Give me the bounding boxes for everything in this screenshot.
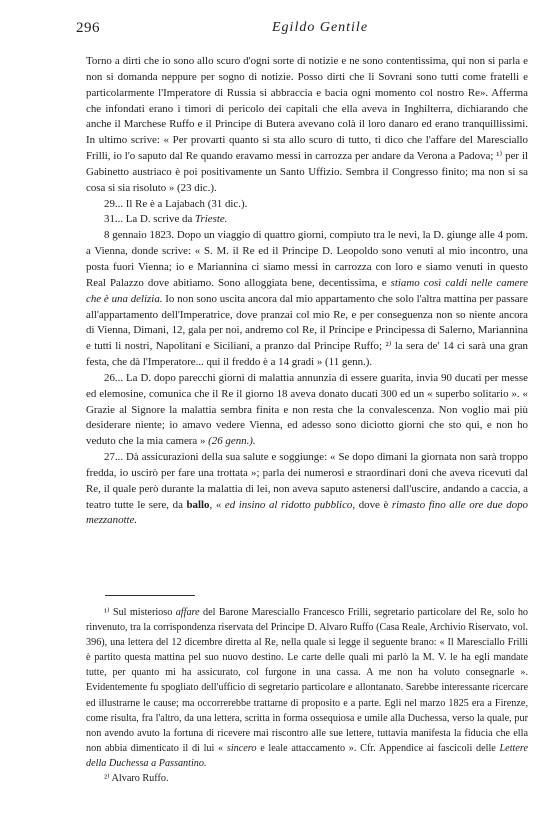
italic-run: rimasto fino alle ore due dopo mezzanotte. xyxy=(86,498,529,527)
text-run: 27... Dà assicurazioni della sua salute e soggiunge: « Se dopo dimani la giornata non sarà troppo fredda, io uscirò per fare una trottata »; parla dei numerosi e straordinari doni che aveva ricevuti dal Re, il quale però durante la malattia di lei, non aveva saputo astenersi dall'uscire, andando a caccia, a teatro tutte le sere, da xyxy=(86,451,528,511)
italic-run: affare xyxy=(175,607,200,618)
paragraph xyxy=(86,228,528,371)
paragraph: 29... Il Re è a Lajabach (31 dic.). xyxy=(104,197,248,210)
italic-run: Lettere della Duchessa a Passantino. xyxy=(86,742,528,769)
text-run: , dove è xyxy=(352,498,392,511)
body-text xyxy=(86,54,528,529)
paragraph: Torno a dirti che io sono allo scuro d'ogni sorte di notizie e ne sono contentissima, qui non si parla e non si domanda neppure per sogno di notizie. Posso dirti che li Sovrani sono tutti come fratelli e particolarmente l'Imperatore di Russia si abbraccia e bacia ogni momento col nostro Re». Afferma che infondati erano i timori di pericolo dei capitali che ella aveva in Inghilterra, dichiarando che anche il Marchese Ruffo e il Principe di Butera avevano colà il loro danaro ed erano tranquillissimi. In ultimo scrive: « Per provarti quanto si sta allo scuro di tutto, ti dico che l'affare del Maresciallo Frilli, io l'o saputo dal Re quando eravamo messi in carrozza per andare da Verona a Padova; ¹⁾ per il Gabinetto austriaco è poi positivamente un Santo Uffizio. Sembra il Congresso finito; ma non si sa cosa si sia risoluto » (23 dic.). xyxy=(86,55,528,194)
footnotes xyxy=(86,605,528,786)
text-run: Io non sono uscita ancora dal mio appartamento che solo l'altra mattina per passare all'appartamento dell'Imperatrice, dove pranzai col mio Re, e per conseguenza non so niente ancora di Vienna, Dimani, 12, gala per noi, andremo col Re, il Principe e Principessa di Salerno, Mariannina e tutti li nostri, Napolitani e Siciliani, a pranzo dal Principe Ruffo; ²⁾ la sera de' 14 ci sarà una gran festa, che dà l'Imperatore... qui il freddo è a 14 gradi » (11 genn.). xyxy=(86,292,528,369)
bold-run: ballo xyxy=(186,498,210,511)
footnote-rule xyxy=(105,595,195,596)
running-head: Egildo Gentile xyxy=(272,20,369,35)
date-citation: (26 genn.). xyxy=(208,435,256,448)
footnote-1 xyxy=(86,605,528,771)
text-run: 8 gennaio 1823. Dopo un viaggio di quattro giorni, compiuto tra le nevi, la D. giunge alle 4 pom. a Vienna, donde scrive: « S. M. il Re ed il Principe D. Leopoldo sono venuti al mio incontro, una posta fuori Vienna; io e Mariannina ci siamo messi in carrozza con loro e siamo venuti in questo Real Palazzo dove abitiamo. Sono alloggiata bene, decentissima, e xyxy=(86,229,528,289)
text-run: 26... La D. dopo parecchi giorni di malattia annunzia di essere guarita, invia 90 ducati per messe ed elemosine, comunica che il Re il giorno 18 aveva donato ducati 300 ed un « superbo solitario ». « Grazie al Signore la malattia sembra finita e non resta che la convalescenza. Non voglio mai più desiderare niente; io amavo vedere Vienna, ed adesso sono diciotto giorni che sto qui, e non ho veduto che la mia camera » xyxy=(86,371,528,448)
page-header xyxy=(76,20,528,42)
place-name: Trieste. xyxy=(195,213,228,226)
paragraph xyxy=(86,212,528,228)
text-run: del Barone Maresciallo Francesco Frilli, segretario particolare del Re, solo ho rinvenuto, tra la corrispondenza riservata del Principe D. Alvaro Ruffo (Casa Reale, Archivio Riservato, vol. 396), una lettera del 12 dicembre diretta al Re, nella quale si legge il seguente brano: « Il Maresciallo Frilli è partito questa mattina pel suo nuovo destino. Le carte delle quali mi parlò la M. V. le ha egli mandate tutte, per quanto mi ha assicurato, col furgone in una cassa. A me non ha voluto consegnarle ». Evidentemente fu spogliato dell'ufficio di segretario particolare e allontanato. Sarebbe interessante ricercare ed illustrarne le cause; ma occorrerebbe trattarne di proposito e a parte. Egli nel marzo 1825 era a Firenze, come risulta, fra l'altro, da una lettera, scritta in forma ossequiosa e umile alla Duchessa, verso la quale, pur non avendo avuto la fortuna di ricevere mai riscontro alle sue lettere, tuttavia manifesta la fiducia che ella non abbia dimenticato il di lui « xyxy=(86,607,529,754)
paragraph xyxy=(86,371,528,450)
text-run: e leale attaccamento ». Cfr. Appendice ai fascicoli delle xyxy=(256,742,500,754)
italic-run: sincero xyxy=(226,742,257,754)
italic-run: stiamo così caldi nelle camere che è una delizia. xyxy=(86,276,528,305)
paragraph xyxy=(86,450,528,529)
italic-run: ed insino al ridotto pubblico xyxy=(224,498,353,511)
page-number: 296 xyxy=(76,20,100,36)
text-run: 31... La D. scrive da xyxy=(104,213,196,226)
text-run: , « xyxy=(209,498,225,511)
text-run: ¹⁾ Sul misterioso xyxy=(104,607,176,618)
footnote-2: ²⁾ Alvaro Ruffo. xyxy=(104,773,169,785)
